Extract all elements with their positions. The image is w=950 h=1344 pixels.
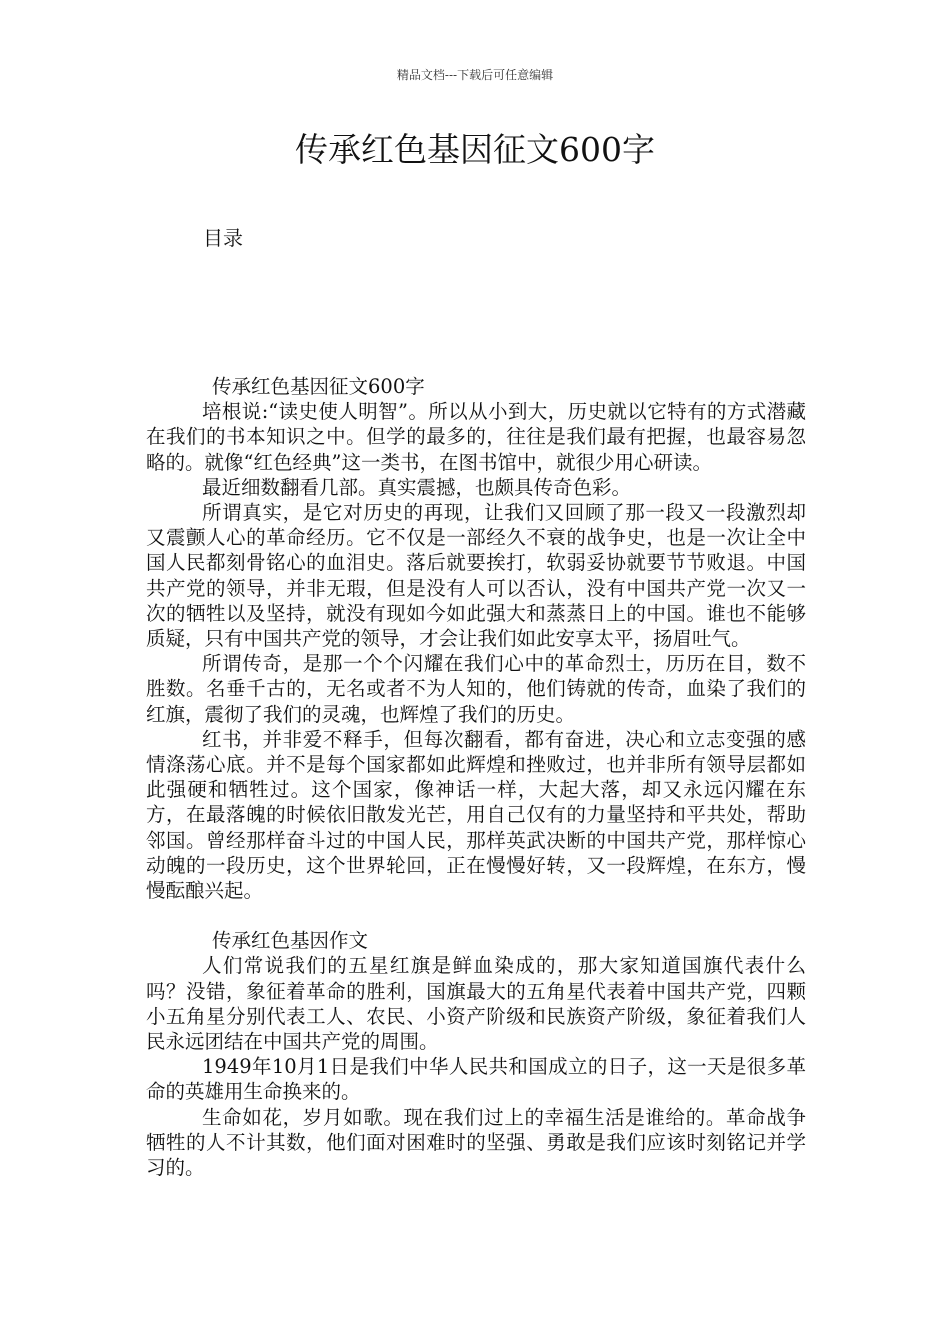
- section-title: 传承红色基因作文: [212, 929, 369, 953]
- paragraph: 1949年10月1日是我们中华人民共和国成立的日子，这一天是很多革命的英雄用生命换来的。: [146, 1055, 806, 1104]
- paragraph: 培根说:“读史使人明智”。所以从小到大，历史就以它特有的方式潜藏在我们的书本知识之中。但学的最多的，往往是我们最有把握，也最容易忽略的。就像“红色经典”这一类书，在图书馆中，就很少用心研读。: [146, 400, 806, 474]
- section-spacer: [146, 903, 806, 928]
- paragraph: 最近细数翻看几部。真实震撼，也颇具传奇色彩。: [202, 475, 632, 499]
- essay-section-1: [146, 374, 806, 903]
- essay-section-2: [146, 928, 806, 1180]
- paragraph: 人们常说我们的五星红旗是鲜血染成的，那大家知道国旗代表什么吗？没错，象征着革命的胜利，国旗最大的五角星代表着中国共产党，四颗小五角星分别代表工人、农民、小资产阶级和民族资产阶级，象征着我们人民永远团结在中国共产党的周围。: [146, 954, 806, 1054]
- paragraph: 所谓传奇，是那一个个闪耀在我们心中的革命烈士，历历在目，数不胜数。名垂千古的，无名或者不为人知的，他们铸就的传奇，血染了我们的红旗，震彻了我们的灵魂，也辉煌了我们的历史。: [146, 652, 806, 726]
- document-body: [146, 374, 806, 1180]
- toc-label: 目录: [203, 226, 243, 250]
- paragraph: 红书，并非爱不释手，但每次翻看，都有奋进，决心和立志变强的感情涤荡心底。并不是每个国家都如此辉煌和挫败过，也并非所有领导层都如此强硬和牺牲过。这个国家，像神话一样，大起大落，却又永远闪耀在东方，在最落魄的时候依旧散发光芒，用自己仅有的力量坚持和平共处，帮助邻国。曾经那样奋斗过的中国人民，那样英武决断的中国共产党，那样惊心动魄的一段历史，这个世界轮回，正在慢慢好转，又一段辉煌，在东方，慢慢酝酿兴起。: [146, 727, 806, 903]
- paragraph: 所谓真实，是它对历史的再现，让我们又回顾了那一段又一段激烈却又震颤人心的革命经历。它不仅是一部经久不衰的战争史，也是一次让全中国人民都刻骨铭心的血泪史。落后就要挨打，软弱妥协就要节节败退。中国共产党的领导，并非无瑕，但是没有人可以否认，没有中国共产党一次又一次的牺牲以及坚持，就没有现如今如此强大和蒸蒸日上的中国。谁也不能够质疑，只有中国共产党的领导，才会让我们如此安享太平，扬眉吐气。: [146, 501, 806, 651]
- document-title: 传承红色基因征文600字: [295, 130, 655, 169]
- page-header: 精品文档---下载后可任意编辑: [396, 68, 554, 82]
- paragraph: 生命如花，岁月如歌。现在我们过上的幸福生活是谁给的。革命战争牺牲的人不计其数，他们面对困难时的坚强、勇敢是我们应该时刻铭记并学习的。: [146, 1105, 806, 1180]
- section-title: 传承红色基因征文600字: [212, 375, 425, 398]
